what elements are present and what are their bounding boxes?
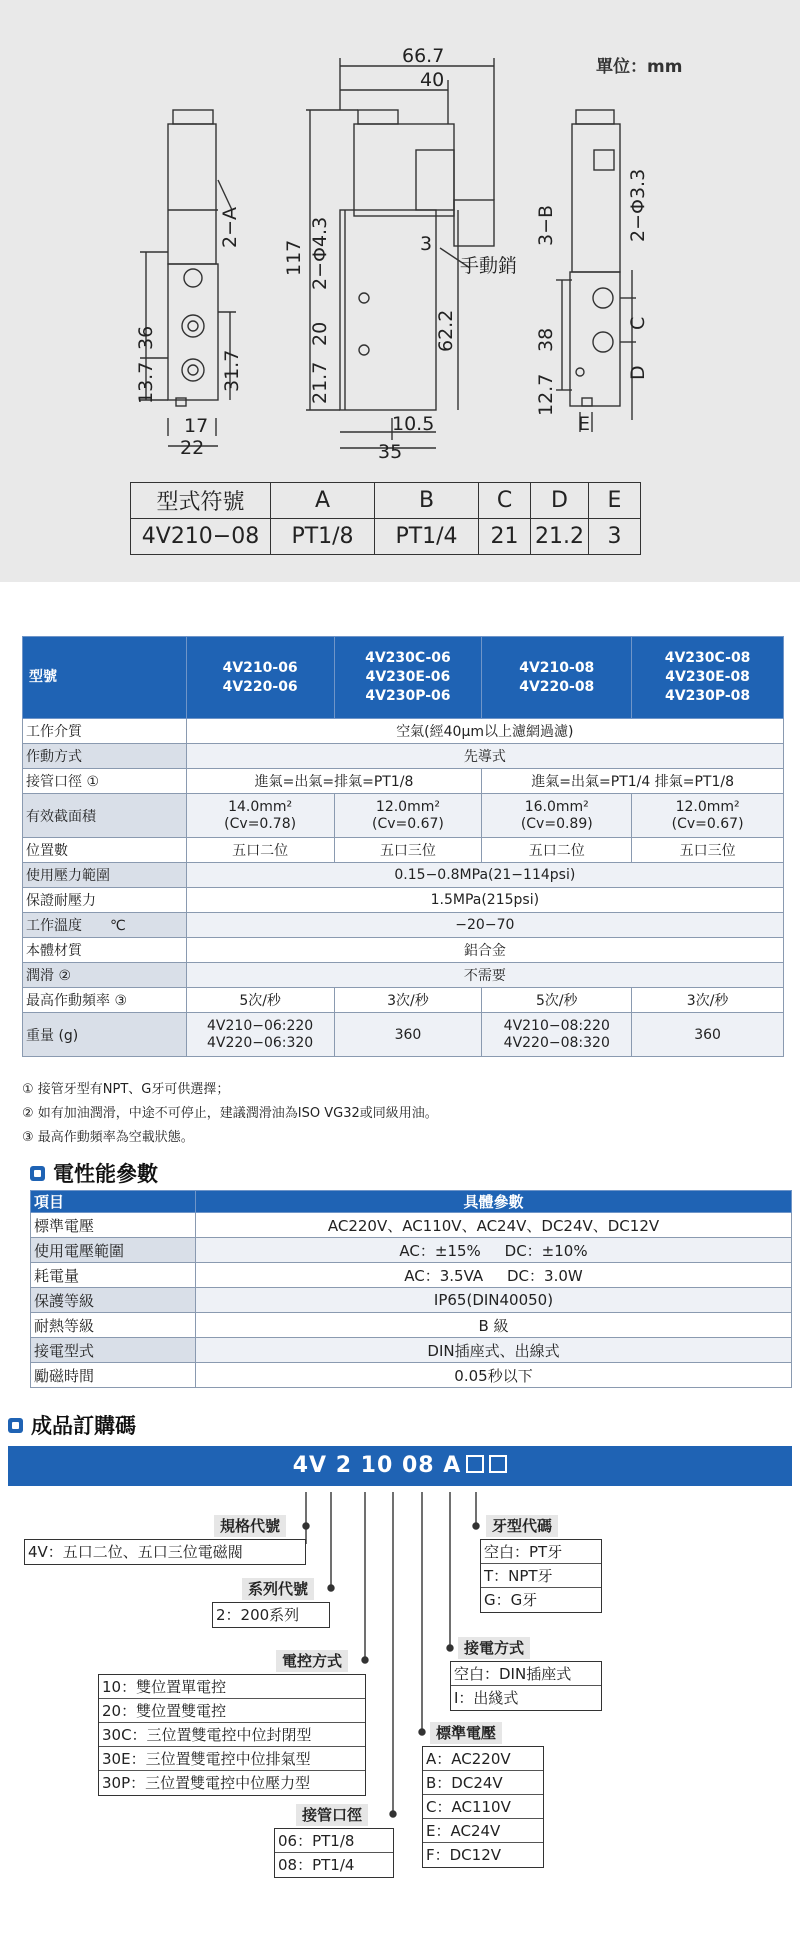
dim-cell: PT1/8	[271, 519, 375, 555]
spec-value: 空氣(經40μm以上濾網過濾)	[186, 719, 783, 744]
spec-row	[23, 1013, 784, 1057]
spec-value: 鋁合金	[186, 938, 783, 963]
electrical-header: 項目	[31, 1191, 196, 1213]
electrical-row	[31, 1238, 792, 1263]
spec-value: 5次/秒	[186, 988, 334, 1013]
dim-cell: PT1/4	[375, 519, 479, 555]
temp-label: 工作溫度	[26, 918, 82, 934]
series-code-title: 系列代號	[242, 1578, 314, 1600]
electrical-label: 保護等級	[31, 1288, 196, 1313]
dimension-label: 22	[180, 437, 205, 459]
dimension-label: 31.7	[221, 349, 243, 392]
cv-value: (Cv=0.67)	[671, 815, 744, 832]
spec-value: 不需要	[186, 963, 783, 988]
spec-row	[23, 838, 784, 863]
electrical-value: AC：3.5VA DC：3.0W	[196, 1263, 792, 1288]
spec-header-col	[482, 637, 632, 719]
thread-code-item: G：G牙	[484, 1591, 538, 1609]
spec-table	[22, 636, 784, 1057]
area-value: 12.0mm²	[675, 798, 740, 815]
electrical-label: 接電型式	[31, 1338, 196, 1363]
spec-value: 五口二位	[186, 838, 334, 863]
spec-value	[482, 794, 632, 838]
spec-code-box	[24, 1539, 306, 1565]
order-code: 4V 2 10 08 A	[292, 1453, 462, 1478]
spec-header-col	[334, 637, 482, 719]
spec-label: 使用壓力範圍	[23, 863, 187, 888]
connection-code-item: 空白：DIN插座式	[451, 1662, 601, 1686]
spec-header-col	[186, 637, 334, 719]
model-name: 4V230C-06	[365, 650, 451, 666]
voltage-code-item: A：AC220V	[423, 1747, 543, 1771]
spec-row	[23, 913, 784, 938]
spec-label: 有效截面積	[23, 794, 187, 838]
electrical-value: AC220V、AC110V、AC24V、DC24V、DC12V	[196, 1213, 792, 1238]
dimension-label: 10.5	[392, 413, 435, 435]
spec-label: 潤滑 ②	[23, 963, 187, 988]
spec-code-item: 4V：五口二位、五口三位電磁閥	[28, 1543, 243, 1561]
spec-row	[23, 988, 784, 1013]
thread-code-item: T：NPT牙	[481, 1564, 601, 1588]
connection-code-box	[450, 1661, 602, 1711]
dim-header: D	[531, 483, 589, 519]
area-value: 14.0mm²	[228, 798, 293, 815]
dimension-label: 手動銷	[460, 255, 518, 277]
dim-header: 型式符號	[131, 483, 271, 519]
spec-row	[23, 719, 784, 744]
spec-label: 重量 (g)	[23, 1013, 187, 1057]
spec-value: 360	[334, 1013, 482, 1057]
electrical-value: B 級	[196, 1313, 792, 1338]
dimension-label: 38	[535, 327, 557, 352]
spec-header-model: 型號	[23, 637, 187, 719]
model-name: 4V230P-08	[665, 688, 751, 704]
section-bullet-icon	[8, 1418, 23, 1433]
series-code-item: 2：200系列	[216, 1606, 300, 1624]
spec-value: 1.5MPa(215psi)	[186, 888, 783, 913]
thread-code-box	[480, 1539, 602, 1613]
dim-header: C	[479, 483, 531, 519]
electrical-section-title	[30, 1158, 158, 1188]
dimension-label: 2−A	[219, 206, 241, 248]
spec-value: 5次/秒	[482, 988, 632, 1013]
dimension-label: 12.7	[535, 373, 557, 416]
electrical-value: DIN插座式、出線式	[196, 1338, 792, 1363]
spec-row	[23, 938, 784, 963]
dimension-label: 66.7	[402, 45, 445, 67]
electrical-label: 勵磁時間	[31, 1363, 196, 1388]
control-code-item: 30C：三位置雙電控中位封閉型	[99, 1723, 365, 1747]
connection-code-item: I：出綫式	[454, 1689, 519, 1707]
mid-view-coil	[354, 124, 454, 216]
spec-value: 0.15−0.8MPa(21−114psi)	[186, 863, 783, 888]
electrical-value: 0.05秒以下	[196, 1363, 792, 1388]
spec-value: 五口二位	[482, 838, 632, 863]
model-name: 4V230E-08	[665, 669, 750, 685]
electrical-label: 耐熱等級	[31, 1313, 196, 1338]
spec-value	[334, 794, 482, 838]
electrical-label: 耗電量	[31, 1263, 196, 1288]
electrical-value: AC：±15% DC：±10%	[196, 1238, 792, 1263]
dimension-label: D	[627, 365, 649, 380]
electrical-label: 使用電壓範圍	[31, 1238, 196, 1263]
spec-row	[23, 744, 784, 769]
spec-note: ③ 最高作動頻率為空載狀態。	[22, 1130, 194, 1145]
model-name: 4V210-08	[519, 659, 595, 676]
spec-value: 五口三位	[632, 838, 784, 863]
electrical-value: IP65(DIN40050)	[196, 1288, 792, 1313]
spec-code-title: 規格代號	[214, 1515, 286, 1537]
dim-cell: 4V210−08	[131, 519, 271, 555]
area-value: 12.0mm²	[375, 798, 440, 815]
spec-value: 3次/秒	[632, 988, 784, 1013]
model-name: 4V220-08	[519, 678, 595, 695]
order-title-text: 成品訂購碼	[31, 1414, 136, 1438]
control-code-item: 10：雙位置單電控	[99, 1675, 365, 1699]
area-value: 16.0mm²	[524, 798, 589, 815]
spec-header-col	[632, 637, 784, 719]
dimension-label: C	[627, 316, 649, 330]
electrical-table	[30, 1190, 792, 1388]
port-code-box	[274, 1828, 394, 1878]
model-name: 4V220-06	[222, 678, 298, 695]
dimension-table	[130, 482, 641, 555]
spec-value: 進氣=出氣=排氣=PT1/8	[186, 769, 482, 794]
dimension-label: 35	[378, 441, 403, 463]
spec-row	[23, 794, 784, 838]
voltage-code-item: E：AC24V	[423, 1819, 543, 1843]
dimension-label: 3−B	[535, 204, 557, 246]
control-code-title: 電控方式	[276, 1650, 348, 1672]
electrical-row	[31, 1288, 792, 1313]
dimension-label: 3	[420, 233, 433, 255]
dimension-label: 40	[420, 69, 445, 91]
cv-value: (Cv=0.78)	[224, 815, 297, 832]
model-name: 4V230E-06	[365, 669, 451, 685]
cv-value: (Cv=0.67)	[372, 815, 444, 832]
left-view-cap	[173, 110, 213, 124]
dimension-label: 21.7	[309, 361, 331, 404]
spec-value: 360	[632, 1013, 784, 1057]
dimension-drawing	[0, 0, 800, 582]
dim-cell: 21	[479, 519, 531, 555]
weight-value: 4V210−08:220	[503, 1017, 610, 1034]
thread-code-item: 空白：PT牙	[481, 1540, 601, 1564]
model-name: 4V230C-08	[664, 650, 751, 666]
electrical-row	[31, 1213, 792, 1238]
electrical-header-row	[31, 1191, 792, 1213]
voltage-code-title: 標準電壓	[430, 1722, 502, 1744]
electrical-label: 標準電壓	[31, 1213, 196, 1238]
spec-value: 五口三位	[334, 838, 482, 863]
voltage-code-item: B：DC24V	[423, 1771, 543, 1795]
spec-note: ① 接管牙型有NPT、G牙可供選擇；	[22, 1082, 230, 1097]
spec-value: 3次/秒	[334, 988, 482, 1013]
spec-row	[23, 963, 784, 988]
dimension-label: 62.2	[435, 309, 457, 352]
dimension-label: 117	[283, 239, 305, 276]
control-code-item: 30E：三位置雙電控中位排氣型	[99, 1747, 365, 1771]
voltage-code-item: F：DC12V	[426, 1846, 502, 1864]
control-code-box	[98, 1674, 366, 1796]
dimension-label: 13.7	[135, 361, 157, 404]
port-code-item: 06：PT1/8	[275, 1829, 393, 1853]
section-bullet-icon	[30, 1166, 45, 1181]
placeholder-box-icon	[489, 1455, 507, 1473]
left-view-coil	[168, 124, 216, 264]
order-code-diagram	[0, 1486, 800, 1952]
dim-header: B	[375, 483, 479, 519]
dimension-table-row	[131, 519, 641, 555]
electrical-row	[31, 1313, 792, 1338]
dim-cell: 21.2	[531, 519, 589, 555]
spec-note: ② 如有加油潤滑，中途不可停止，建議潤滑油為ISO VG32或同級用油。	[22, 1106, 438, 1121]
model-name: 4V230P-06	[365, 688, 451, 704]
temp-unit: ℃	[110, 918, 126, 934]
voltage-code-box	[422, 1746, 544, 1868]
spec-label: 最高作動頻率 ③	[23, 988, 187, 1013]
spec-value: 進氣=出氣=PT1/4 排氣=PT1/8	[482, 769, 784, 794]
dimension-table-header	[131, 483, 641, 519]
spec-header-row	[23, 637, 784, 719]
connection-code-title: 接電方式	[458, 1637, 530, 1659]
spec-label: 位置數	[23, 838, 187, 863]
spec-value	[186, 794, 334, 838]
control-code-item: 30P：三位置雙電控中位壓力型	[102, 1774, 311, 1792]
electrical-title-text: 電性能參數	[53, 1162, 158, 1186]
electrical-row	[31, 1338, 792, 1363]
spec-row	[23, 769, 784, 794]
weight-value: 4V210−06:220	[207, 1017, 314, 1034]
dim-header: A	[271, 483, 375, 519]
weight-value: 4V220−08:320	[503, 1034, 610, 1051]
spec-value	[186, 1013, 334, 1057]
dim-header: E	[589, 483, 641, 519]
model-name: 4V210-06	[222, 659, 298, 676]
dim-cell: 3	[589, 519, 641, 555]
port-code-title: 接管口徑	[296, 1804, 368, 1826]
spec-label: 保證耐壓力	[23, 888, 187, 913]
spec-value	[482, 1013, 632, 1057]
thread-code-title: 牙型代碼	[486, 1515, 558, 1537]
weight-value: 4V220−06:320	[207, 1034, 314, 1051]
dimension-label: 36	[135, 325, 157, 350]
cv-value: (Cv=0.89)	[520, 815, 593, 832]
spec-label: 本體材質	[23, 938, 187, 963]
dimension-label: 2−Φ4.3	[309, 216, 331, 290]
dimension-label: 17	[184, 415, 209, 437]
electrical-row	[31, 1363, 792, 1388]
left-view-body	[168, 264, 218, 400]
port-code-item: 08：PT1/4	[278, 1856, 355, 1874]
series-code-box	[212, 1602, 330, 1628]
spec-row	[23, 863, 784, 888]
electrical-row	[31, 1263, 792, 1288]
electrical-header: 具體參數	[196, 1191, 792, 1213]
spec-value: −20−70	[186, 913, 783, 938]
dimension-label: E	[578, 413, 591, 435]
spec-label	[23, 913, 187, 938]
dimension-label: 20	[309, 321, 331, 346]
spec-value: 先導式	[186, 744, 783, 769]
dimension-label: 2−Φ3.3	[627, 168, 649, 242]
spec-label: 作動方式	[23, 744, 187, 769]
order-code-bar	[8, 1446, 792, 1486]
spec-row	[23, 888, 784, 913]
spec-label: 接管口徑 ①	[23, 769, 187, 794]
unit-label: 單位：mm	[596, 57, 683, 77]
placeholder-box-icon	[466, 1455, 484, 1473]
spec-label: 工作介質	[23, 719, 187, 744]
voltage-code-item: C：AC110V	[423, 1795, 543, 1819]
spec-value	[632, 794, 784, 838]
order-section-title	[8, 1410, 136, 1440]
control-code-item: 20：雙位置雙電控	[99, 1699, 365, 1723]
